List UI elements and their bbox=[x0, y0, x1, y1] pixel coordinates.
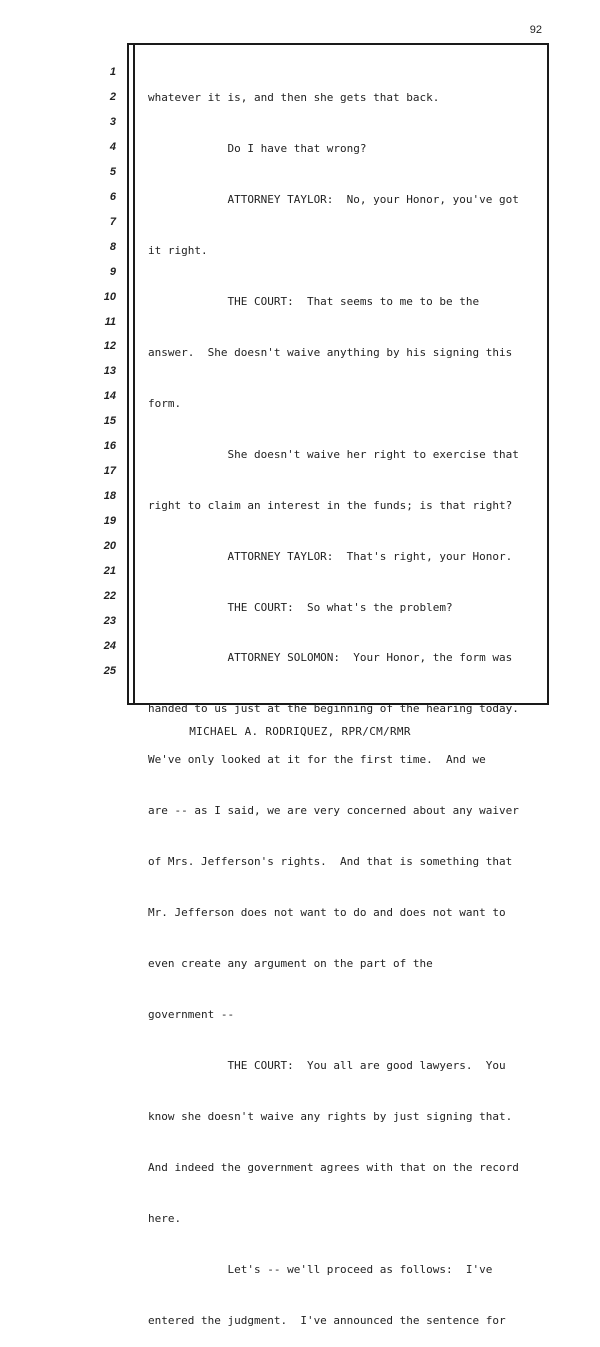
transcript-line: ATTORNEY TAYLOR: No, your Honor, you've got bbox=[148, 192, 519, 206]
transcript-line: THE COURT: So what's the problem? bbox=[148, 600, 453, 614]
transcript-line: And indeed the government agrees with that on the record bbox=[148, 1161, 519, 1175]
line-numbers bbox=[96, 60, 116, 684]
page-number: 92 bbox=[529, 24, 542, 36]
line-number: 9 bbox=[109, 265, 116, 278]
line-number: 21 bbox=[103, 565, 116, 578]
line-number: 20 bbox=[103, 540, 116, 553]
transcript-line: of Mrs. Jefferson's rights. And that is something that bbox=[148, 855, 513, 869]
line-number: 10 bbox=[103, 290, 116, 303]
line-number: 24 bbox=[103, 639, 116, 652]
transcript-line: THE COURT: That seems to me to be the bbox=[148, 294, 480, 308]
line-number: 11 bbox=[104, 315, 116, 328]
transcript-line: Do I have that wrong? bbox=[148, 141, 367, 155]
line-number: 1 bbox=[109, 66, 116, 78]
transcript-line: Let's -- we'll proceed as follows: I've bbox=[148, 1262, 493, 1276]
line-number: 7 bbox=[109, 215, 116, 228]
line-number: 16 bbox=[103, 440, 116, 453]
line-number: 22 bbox=[103, 590, 116, 603]
transcript-line: whatever it is, and then she gets that back. bbox=[148, 91, 440, 104]
transcript-text bbox=[148, 60, 546, 1347]
transcript-line: know she doesn't waive any rights by just signing that. bbox=[148, 1110, 513, 1124]
line-number: 15 bbox=[103, 415, 116, 428]
line-number: 25 bbox=[103, 664, 116, 677]
line-number: 8 bbox=[109, 240, 116, 253]
line-number: 23 bbox=[103, 614, 116, 627]
line-number: 5 bbox=[109, 165, 116, 178]
transcript-line: ATTORNEY TAYLOR: That's right, your Honor. bbox=[148, 549, 513, 563]
line-number: 3 bbox=[109, 115, 116, 128]
transcript-line: entered the judgment. I've announced the sentence for bbox=[148, 1313, 506, 1327]
transcript-line: right to claim an interest in the funds; is that right? bbox=[148, 498, 513, 512]
line-number: 19 bbox=[103, 515, 116, 528]
transcript-line: ATTORNEY SOLOMON: Your Honor, the form was bbox=[148, 651, 513, 665]
margin-rule bbox=[133, 43, 135, 705]
transcript-line: form. bbox=[148, 396, 182, 410]
transcript-line: Mr. Jefferson does not want to do and does not want to bbox=[148, 906, 506, 920]
transcript-line: We've only looked at it for the first time. And we bbox=[148, 753, 486, 767]
line-number: 14 bbox=[103, 390, 116, 403]
transcript-line: THE COURT: You all are good lawyers. You bbox=[148, 1059, 506, 1073]
transcript-line: are -- as I said, we are very concerned about any waiver bbox=[148, 804, 519, 818]
transcript-line: even create any argument on the part of the bbox=[148, 957, 433, 971]
reporter-footer: MICHAEL A. RODRIQUEZ, RPR/CM/RMR bbox=[189, 725, 411, 738]
line-number: 12 bbox=[103, 340, 116, 353]
line-number: 2 bbox=[109, 90, 116, 103]
transcript-line: answer. She doesn't waive anything by his signing this bbox=[148, 345, 513, 359]
transcript-line: She doesn't waive her right to exercise that bbox=[148, 447, 519, 461]
transcript-line: it right. bbox=[148, 243, 208, 257]
transcript-line: here. bbox=[148, 1211, 182, 1225]
line-number: 17 bbox=[103, 465, 116, 478]
transcript-line: government -- bbox=[148, 1008, 235, 1022]
line-number: 13 bbox=[103, 365, 116, 378]
line-number: 18 bbox=[103, 490, 116, 503]
transcript-line: handed to us just at the beginning of the hearing today. bbox=[148, 702, 519, 716]
line-number: 6 bbox=[109, 190, 116, 203]
line-number: 4 bbox=[109, 140, 116, 153]
